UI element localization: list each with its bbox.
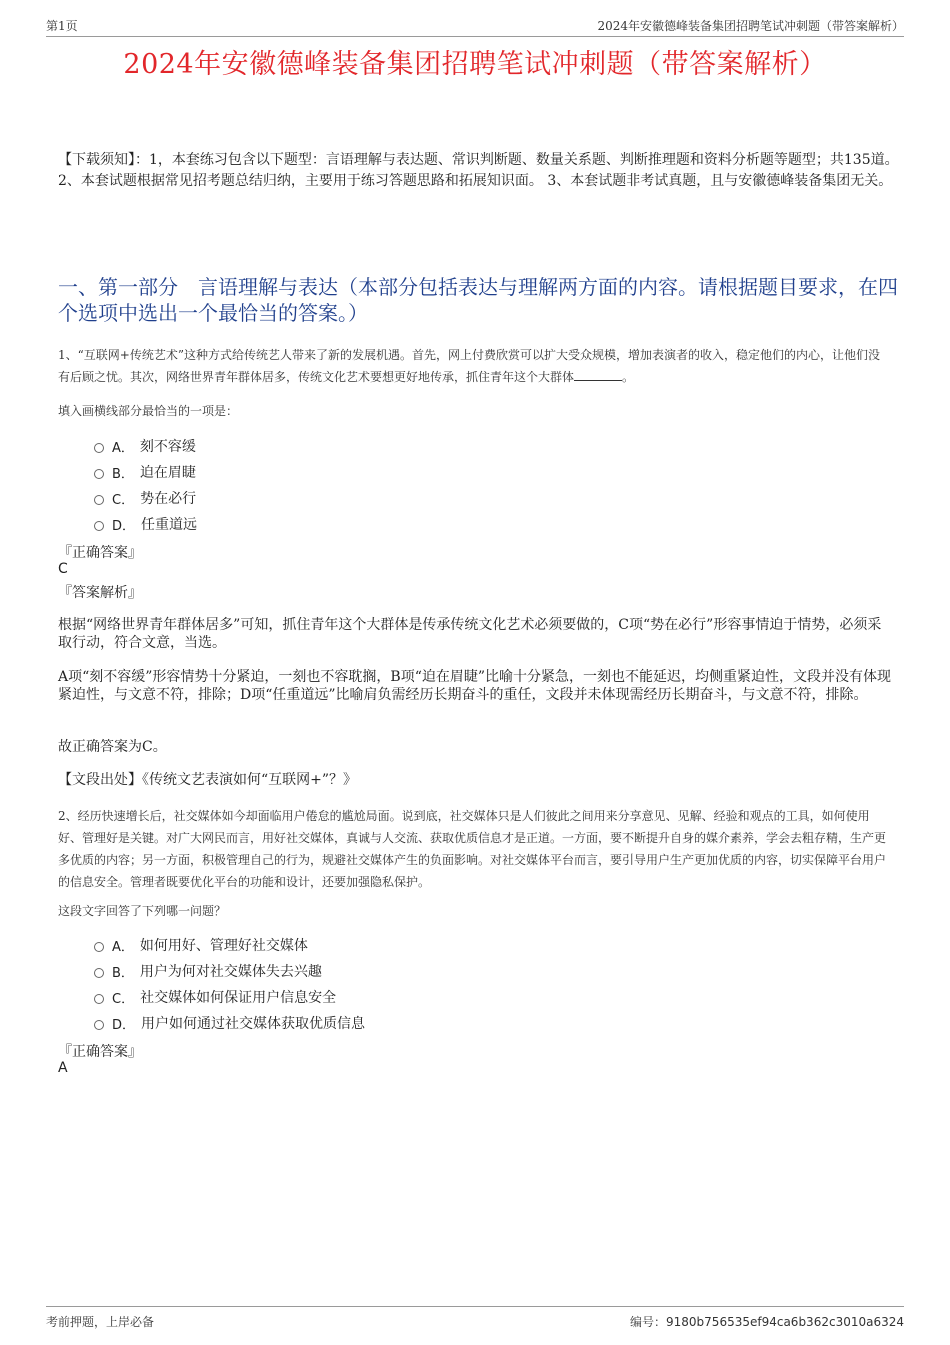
question-1-prompt: 填入画横线部分最恰当的一项是： [58, 404, 239, 418]
question-2-text: 2、经历快速增长后，社交媒体如今却面临用户倦怠的尴尬局面。说到底，社交媒体只是人们彼此之间用来分享意见、见解、经验和观点的工具，如何使用好、管理好是关键。对广大网民而言，用好社交媒体，真诚与人交流、获取优质信息才是正道。一方面，要不断提升自身的媒介素养，学会去粗存精，生产更多优质的内容；另一方面，积极管理自己的行为，规避社交媒体产生的负面影响。对社交媒体平台而言，要引导用户生产更加优质的内容，切实保障平台用户的信息安全。管理者既要优化平台的功能和设计，还要加强隐私保护。 [58, 809, 887, 889]
radio-button-icon[interactable] [94, 495, 104, 505]
question-1-options [94, 433, 197, 537]
page-number: 第1页 [46, 19, 78, 33]
question-2-options [94, 932, 365, 1036]
analysis-paragraph-3: 故正确答案为C。 [58, 739, 167, 755]
question-1-analysis-label: 『答案解析』 [58, 585, 142, 601]
page-footer [46, 1306, 904, 1333]
download-notice: 【下载须知】：1，本套练习包含以下题型：言语理解与表达题、常识判断题、数量关系题、判断推理题和资料分析题等题型；共135道。 2、本套试题根据常见招考题总结归纳，主要用于练习答题思路和拓展知识面。 3、本套试题非考试真题，且与安徽德峰装备集团无关。 [58, 152, 899, 189]
question-2-option-c[interactable]: C． 社交媒体如何保证用户信息安全 [94, 984, 365, 1010]
question-2-option-b[interactable]: B． 用户为何对社交媒体失去兴趣 [94, 958, 365, 984]
question-2 [58, 805, 890, 893]
question-1-text: 1、“互联网+传统艺术”这种方式给传统艺人带来了新的发展机遇。首先，网上付费欣赏可以扩大受众规模，增加表演者的收入，稳定他们的内心，让他们没有后顾之忧。其次，网络世界青年群体居多，传统文化艺术要想更好地传承，抓住青年这个大群体 。 [58, 348, 880, 384]
text-source: 【文段出处】《传统文艺表演如何“互联网+”？》 [58, 772, 358, 788]
section-heading: 一、第一部分 言语理解与表达（本部分包括表达与理解两方面的内容。请根据题目要求，在四个选项中选出一个最恰当的答案。） [58, 275, 898, 325]
analysis-paragraph-1: 根据“网络世界青年群体居多”可知，抓住青年这个大群体是传承传统文化艺术必须要做的，C项“势在必行”形容事情迫于情势，必须采取行动，符合文意，当选。 [58, 617, 882, 651]
question-1-option-d[interactable]: D． 任重道远 [94, 511, 197, 537]
analysis-paragraph-2: A项“刻不容缓”形容情势十分紧迫，一刻也不容耽搁，B项“迫在眉睫”比喻十分紧急，一刻也不能延迟，均侧重紧迫性，文段并没有体现紧迫性，与文意不符，排除；D项“任重道远”比喻肩负需经历长期奋斗的重任，文段并未体现需经历长期奋斗，与文意不符，排除。 [58, 669, 892, 703]
question-2-prompt: 这段文字回答了下列哪一问题？ [58, 904, 227, 918]
radio-button-icon[interactable] [94, 443, 104, 453]
question-2-answer: A [58, 1060, 68, 1076]
radio-button-icon[interactable] [94, 968, 104, 978]
radio-button-icon[interactable] [94, 942, 104, 952]
question-1-answer: C [58, 561, 68, 577]
running-title: 2024年安徽德峰装备集团招聘笔试冲刺题（带答案解析） [597, 19, 904, 33]
question-1-answer-label: 『正确答案』 [58, 545, 142, 561]
question-1 [58, 344, 890, 388]
footer-slogan: 考前押题，上岸必备 [46, 1314, 155, 1329]
question-2-answer-label: 『正确答案』 [58, 1044, 142, 1060]
question-2-option-a[interactable]: A． 如何用好、管理好社交媒体 [94, 932, 365, 958]
question-1-option-c[interactable]: C． 势在必行 [94, 485, 197, 511]
document-title: 2024年安徽德峰装备集团招聘笔试冲刺题（带答案解析） [123, 49, 827, 80]
question-1-option-b[interactable]: B． 迫在眉睫 [94, 459, 197, 485]
page-header [46, 14, 904, 37]
question-2-option-d[interactable]: D． 用户如何通过社交媒体获取优质信息 [94, 1010, 365, 1036]
radio-button-icon[interactable] [94, 521, 104, 531]
question-1-option-a[interactable]: A． 刻不容缓 [94, 433, 197, 459]
radio-button-icon[interactable] [94, 469, 104, 479]
answer-blank [574, 368, 622, 381]
document-code: 编号：9180b756535ef94ca6b362c3010a6324 [630, 1314, 904, 1329]
radio-button-icon[interactable] [94, 1020, 104, 1030]
radio-button-icon[interactable] [94, 994, 104, 1004]
